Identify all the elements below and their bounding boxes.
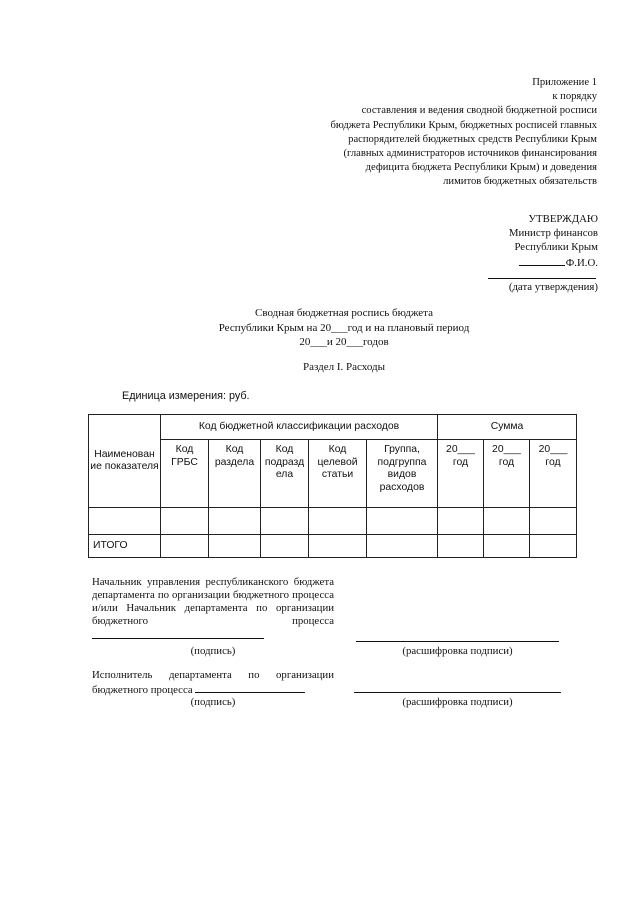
appendix-line: к порядку xyxy=(552,91,597,103)
table-cell[interactable] xyxy=(367,508,438,535)
unit-of-measure: Единица измерения: руб. xyxy=(122,390,250,402)
appendix-line: бюджета Республики Крым, бюджетных росписей главных xyxy=(330,119,597,131)
approval-date-line[interactable] xyxy=(488,278,596,279)
table-cell[interactable] xyxy=(484,535,530,558)
head-signature-text xyxy=(92,576,334,643)
head-decoding-line[interactable] xyxy=(356,641,559,642)
header-expense-type-group: Группа, подгруппа видов расходов xyxy=(367,440,438,508)
table-subheader-row xyxy=(89,440,577,508)
budget-table xyxy=(88,414,577,558)
section-title: Раздел I. Расходы xyxy=(302,361,386,373)
table-cell[interactable] xyxy=(209,535,261,558)
title-line: 20___и 20___годов xyxy=(299,336,389,348)
header-year-3: 20___ год xyxy=(530,440,577,508)
header-grbs-code: Код ГРБС xyxy=(161,440,209,508)
executor-decoding-caption: (расшифровка подписи) xyxy=(402,696,513,708)
executor-signature-line[interactable] xyxy=(195,682,305,693)
head-position: Начальник управления республиканского бюджета департамента по организации бюджетного процесса и/или Начальник департамента по организации бюджетного процесса xyxy=(92,576,334,627)
header-section-code: Код раздела xyxy=(209,440,261,508)
table-total-row xyxy=(89,535,577,558)
appendix-line: (главных администраторов источников финансирования xyxy=(343,148,597,160)
header-year-2: 20___ год xyxy=(484,440,530,508)
table-cell[interactable] xyxy=(89,508,161,535)
table-cell[interactable] xyxy=(484,508,530,535)
approval-heading: УТВЕРЖДАЮ xyxy=(528,213,598,225)
head-signature-line[interactable] xyxy=(92,628,264,639)
appendix-line: распорядителей бюджетных средств Республики Крым xyxy=(348,133,597,145)
table-cell[interactable] xyxy=(530,508,577,535)
head-decoding-caption: (расшифровка подписи) xyxy=(402,645,513,657)
executor-decoding-line[interactable] xyxy=(354,692,561,693)
approval-date-caption: (дата утверждения) xyxy=(508,281,598,293)
approval-block xyxy=(488,212,598,270)
appendix-line: составления и ведения сводной бюджетной росписи xyxy=(361,105,597,117)
appendix-line: дефицита бюджета Республики Крым) и доведения xyxy=(365,162,597,174)
title-line: Сводная бюджетная роспись бюджета xyxy=(255,307,433,319)
table-cell[interactable] xyxy=(161,508,209,535)
table-cell[interactable] xyxy=(530,535,577,558)
header-classification: Код бюджетной классификации расходов xyxy=(161,415,438,440)
header-sum: Сумма xyxy=(438,415,577,440)
table-cell[interactable] xyxy=(438,535,484,558)
total-label: ИТОГО xyxy=(89,535,161,558)
table-cell[interactable] xyxy=(438,508,484,535)
title-line: Республики Крым на 20___год и на плановый период xyxy=(218,321,470,334)
approval-signature-line[interactable] xyxy=(488,255,598,270)
header-subsection-code: Код подразд ела xyxy=(261,440,309,508)
table-cell[interactable] xyxy=(261,508,309,535)
header-year-1: 20___ год xyxy=(438,440,484,508)
executor-signature-text xyxy=(92,669,334,697)
document-title xyxy=(150,306,538,350)
table-cell[interactable] xyxy=(261,535,309,558)
header-indicator-name: Наименован ие показателя xyxy=(89,415,161,508)
table-cell[interactable] xyxy=(209,508,261,535)
table-cell[interactable] xyxy=(309,508,367,535)
executor-position: Исполнитель департамента по организации бюджетного процесса xyxy=(92,669,334,696)
approval-organization: Республики Крым xyxy=(514,241,598,254)
head-signature-caption: (подпись) xyxy=(190,645,236,657)
header-target-article-code: Код целевой статьи xyxy=(309,440,367,508)
approval-fio: Ф.И.О. xyxy=(565,256,598,269)
table-cell[interactable] xyxy=(367,535,438,558)
approval-position: Министр финансов xyxy=(508,227,598,240)
executor-signature-caption: (подпись) xyxy=(190,696,236,708)
appendix-line: Приложение 1 xyxy=(532,77,597,88)
table-row xyxy=(89,508,577,535)
appendix-line: лимитов бюджетных обязательств xyxy=(443,176,597,188)
table-cell[interactable] xyxy=(161,535,209,558)
appendix-reference xyxy=(267,76,597,190)
table-cell[interactable] xyxy=(309,535,367,558)
table-header-row xyxy=(89,415,577,440)
